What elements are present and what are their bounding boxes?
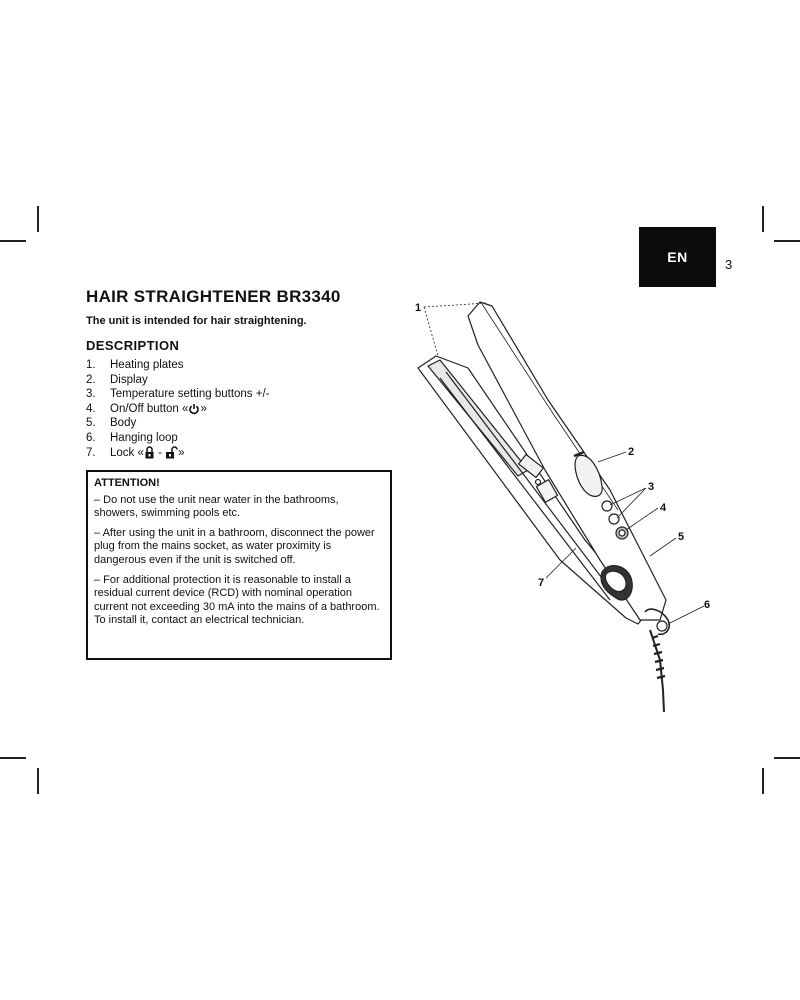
lock-icon [144, 446, 155, 459]
description-heading: DESCRIPTION [86, 338, 180, 353]
attention-title: ATTENTION! [94, 477, 160, 489]
crop-mark [0, 757, 26, 759]
list-item: 5. Body [86, 417, 137, 430]
hair-straightener-illustration [405, 290, 725, 720]
attention-box [86, 470, 392, 660]
crop-mark [0, 240, 26, 242]
callout-label: 7 [538, 577, 545, 589]
crop-mark [762, 206, 764, 232]
list-item: 3. Temperature setting buttons +/- [86, 388, 270, 401]
list-item: 4. On/Off button « » [86, 402, 207, 415]
list-item: 1. Heating plates [86, 359, 184, 371]
crop-mark [762, 768, 764, 794]
callout-label: 5 [678, 531, 685, 543]
crop-mark [37, 206, 39, 232]
parts-list [86, 358, 270, 460]
crop-mark [774, 240, 800, 242]
list-item: 7. Lock « - » [86, 446, 185, 459]
attention-paragraph: – After using the unit in a bathroom, disconnect the power plug from the mains socket, as water proximity is dangerous even if the unit is switched off. [94, 526, 375, 566]
callout-label: 4 [660, 502, 667, 514]
callout-label: 3 [648, 481, 655, 493]
callout-label: 6 [704, 599, 711, 611]
crop-mark [774, 757, 800, 759]
intro-text: The unit is intended for hair straightening. [86, 315, 307, 327]
attention-paragraph: – For additional protection it is reasonable to install a residual current device (RCD) with nominal operation current not exceeding 30 mA into the mains of a bathroom. To install it, contact an electrical technician. [94, 573, 380, 627]
callout-label: 1 [415, 302, 422, 314]
unlock-icon [165, 446, 178, 459]
page-title: HAIR STRAIGHTENER BR3340 [86, 287, 341, 306]
list-item: 6. Hanging loop [86, 431, 178, 444]
crop-mark [37, 768, 39, 794]
callout-label: 2 [628, 446, 635, 458]
attention-paragraph: – Do not use the unit near water in the bathrooms, showers, swimming pools etc. [94, 493, 339, 520]
page-number: 3 [725, 257, 733, 272]
language-tab: EN [639, 227, 716, 287]
power-icon [188, 403, 200, 415]
list-item: 2. Display [86, 373, 148, 386]
